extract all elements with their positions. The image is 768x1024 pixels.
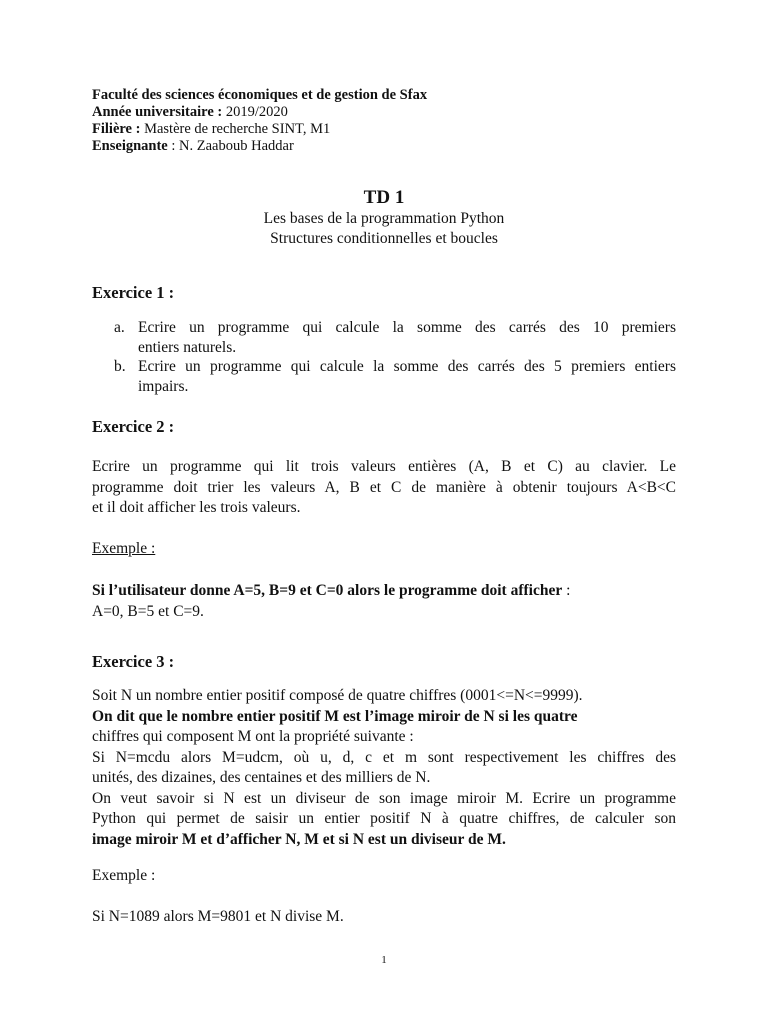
- ex3-line-7: Python qui permet de saisir un entier positif N à quatre chiffres, de calculer son: [92, 810, 676, 827]
- item-a-line-1: Ecrire un programme qui calcule la somme des carrés des 10 premiers entiers naturels.: [138, 319, 676, 356]
- document-title: TD 1: [363, 187, 405, 208]
- faculty-line: [92, 86, 427, 104]
- item-b-line-1: Ecrire un programme qui calcule la somme des carrés des 5 premiers entiers: [138, 358, 676, 375]
- exercise-2-statement: [92, 457, 676, 519]
- filiere-value: Mastère de recherche SINT, M1: [144, 121, 331, 137]
- ex3-line-2: On dit que le nombre entier positif M est l’image miroir de N si les quatre: [92, 707, 578, 725]
- item-a-marker: a.: [114, 319, 125, 336]
- faculty-name: Faculté des sciences économiques et de gestion de Sfax: [92, 87, 428, 103]
- exercise-1-item-b: [114, 357, 676, 397]
- exercise-2-example-label: Exemple :: [92, 540, 156, 557]
- page-number: 1: [381, 954, 387, 966]
- teacher-value: : N. Zaaboub Haddar: [171, 138, 294, 154]
- item-a-line-2: entiers naturels.: [138, 339, 237, 356]
- exercise-3-statement: [92, 686, 676, 850]
- ex3-line-4: Si N=mcdu alors M=udcm, où u, d, c et m sont respectivement les chiffres des: [92, 748, 676, 766]
- filiere-line: [92, 120, 330, 138]
- year-line: [92, 103, 288, 121]
- item-b-text: [138, 357, 676, 397]
- exercise-3-example-text: Si N=1089 alors M=9801 et N divise M.: [92, 908, 344, 925]
- ex3-line-8: image miroir M et d’afficher N, M et si N est un diviseur de M.: [92, 830, 506, 848]
- ex2-example-line: [92, 581, 676, 602]
- exercise-3-heading: Exercice 3 :: [92, 652, 175, 671]
- exercise-1-heading: Exercice 1 :: [92, 283, 175, 302]
- ex3-line-1: Soit N un nombre entier positif composé de quatre chiffres (0001<=N<=9999).: [92, 687, 583, 704]
- ex2-line-1: Ecrire un programme qui lit trois valeurs entières (A, B et C) au clavier. Le: [92, 458, 676, 475]
- teacher-label: Enseignante: [92, 138, 168, 154]
- ex2-line-3: et il doit afficher les trois valeurs.: [92, 499, 301, 516]
- year-value: 2019/2020: [225, 104, 288, 120]
- ex2-example-result: A=0, B=5 et C=9.: [92, 602, 204, 620]
- exercise-3-example-label: Exemple :: [92, 867, 156, 884]
- item-b-marker: b.: [114, 358, 126, 375]
- exercise-2-heading: Exercice 2 :: [92, 417, 175, 436]
- ex3-line-3: chiffres qui composent M ont la propriété suivante :: [92, 728, 414, 745]
- item-b-line-2: impairs.: [138, 378, 189, 395]
- exercise-2-example: [92, 581, 676, 622]
- teacher-line: [92, 137, 294, 155]
- ex2-example-colon: :: [562, 582, 571, 599]
- ex2-line-2: programme doit trier les valeurs A, B et C de manière à obtenir toujours A<B<C: [92, 478, 676, 496]
- ex3-line-6: On veut savoir si N est un diviseur de son image miroir M. Ecrire un programme: [92, 789, 676, 807]
- year-label: Année universitaire :: [92, 104, 223, 120]
- ex3-line-5: unités, des dizaines, des centaines et des milliers de N.: [92, 769, 431, 786]
- ex2-example-statement: Si l’utilisateur donne A=5, B=9 et C=0 alors le programme doit afficher: [92, 582, 563, 599]
- document-subtitle-1: Les bases de la programmation Python: [263, 210, 505, 227]
- document-subtitle-2: Structures conditionnelles et boucles: [270, 230, 498, 247]
- exercise-1-item-a: [114, 318, 676, 358]
- filiere-label: Filière :: [92, 121, 141, 137]
